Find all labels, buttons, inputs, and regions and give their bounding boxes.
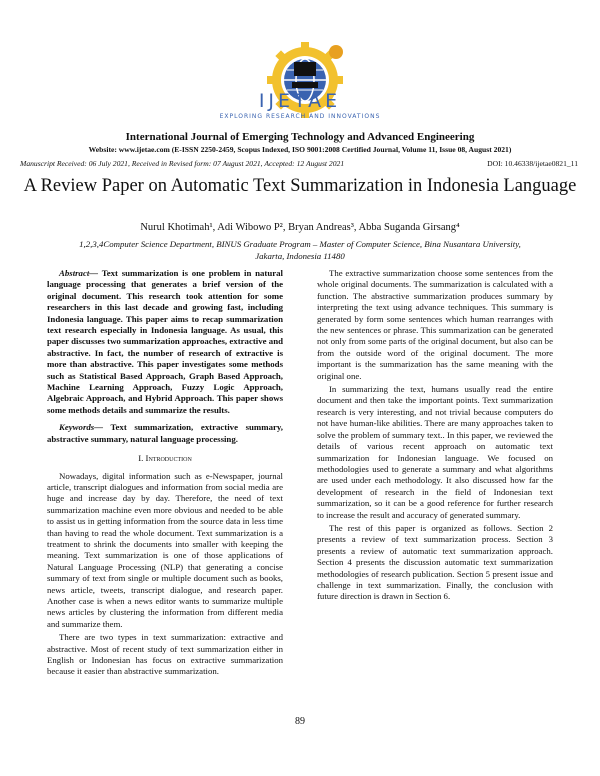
keywords [47, 422, 283, 445]
intro-paragraph-5: The rest of this paper is organized as follows. Section 2 presents a review of text summarization process. Section 3 presents a review of automatic text summarization approach. Section 4 presents the discussion automatic text summarization methodologies of research publication. Section 5 present issue and challenge in text summarization. Finally, the conclusion with future direction is drawn in Section 6. [317, 522, 553, 602]
left-column [47, 268, 283, 680]
affiliation [60, 238, 540, 262]
affiliation-line-1: 1,2,3,4Computer Science Department, BINUS Graduate Program – Master of Computer Science, Bina Nusantara University, [79, 239, 521, 249]
paper-title: A Review Paper on Automatic Text Summarization in Indonesia Language [23, 176, 577, 196]
logo-wordmark: IJETAE [258, 90, 342, 112]
intro-paragraph-1: Nowadays, digital information such as e-Newspaper, journal article, transcript dialogues and information from social media are huge and increase day by day. Therefore, the need of text summarization machine even more obvious and needed to be able to assist us in getting information from the source data in less time than having to read the whole document. Text summarization is a treatment to shrink the documents into smaller with keeping the meaning. Text summarization is one of those applications of Natural Language Processing (NLP) that generating a concise summary of text from single or multiple document such as books, news article, tweets, transcript dialogue, and research paper. Another case is when a news editor wants to summarize multiple news articles by clustering the information from different media and summarize them. [47, 470, 283, 629]
journal-website: Website: www.ijetae.com (E-ISSN 2250-2459, Scopus Indexed, ISO 9001:2008 Certified Journal, Volume 11, Issue 08, August 2021) [88, 145, 512, 154]
keywords-label: Keywords— [59, 422, 103, 433]
abstract-label: Abstract— [59, 268, 99, 278]
manuscript-dates: Manuscript Received: 06 July 2021, Received in Revised form: 07 August 2021, Accepted: 12 August 2021 [20, 159, 345, 168]
logo-tagline: EXPLORING RESEARCH AND INNOVATIONS [219, 113, 381, 120]
intro-paragraph-4: In summarizing the text, humans usually read the entire document and then take the important points. Text summarization research is very interesting, and not trivial because computers do not have human-like abilities. There are many approaches taken to solve the problem of summary text.. In this paper, we reviewed the details of various recent approach on automatic text summarization for Indonesian language. We focused on methodologies used to generate a summary and what algorithms are used under each methodology. It also discussed how far the development of research in the field of Indonesian text summarization, so it can be a good reference for further research to increase the result and accuracy of generated summary. [317, 384, 553, 520]
intro-paragraph-3: The extractive summarization choose some sentences from the whole original documents. The summarization is calculated with a function. The abstractive summarization produces summary by interpreting the text using advance techniques. This summary is generated by form some sentences which human rearranges with the new sentences or phrase. This summarization can be generated not only from some parts of the original document, but also can be from the outside word of the original document. The more important is the summarization has the same meaning with the original one. [317, 268, 553, 381]
page-number: 89 [295, 716, 305, 727]
intro-paragraph-2: There are two types in text summarization: extractive and abstractive. Most of recent study of text summarization either in English or Indonesian has focus on extractive summarization because it easier than abstractive summarization. [47, 632, 283, 677]
affiliation-line-2: Jakarta, Indonesia 11480 [255, 251, 345, 261]
keywords-text: Text summarization, extractive summary, abstractive summary, natural language processing. [47, 422, 283, 444]
section-number: I. [138, 453, 144, 464]
abstract-text: Text summarization is one problem in natural language processing that generates a brief version of the original document. This research took attention for some researchers in this last decade and growing fast, including Indonesia language. This paper aims to recap summarization text research especially in Indonesia language. As usual, this paper discusses two summarization approaches, extractive and abstractive. In fact, the number of research of extractive is more than abstractive. This paper investigates some methods such as Statistical Based Approach, Graph Based Approach, Machine Learning Approach, Fuzzy Logic Approach, Algebraic Approach, and Hybrid Approach. This paper shows some methods details and summarize the results. [47, 268, 283, 415]
right-column [317, 268, 553, 605]
sun-icon [329, 45, 343, 59]
section-title: Introduction [145, 453, 192, 464]
journal-name: International Journal of Emerging Technology and Advanced Engineering [125, 131, 475, 143]
section-heading-introduction [47, 453, 283, 464]
doi: DOI: 10.46338/ijetae0821_11 [487, 159, 578, 168]
abstract [47, 268, 283, 416]
author-list: Nurul Khotimah¹, Adi Wibowo P², Bryan Andreas³, Abba Suganda Girsang⁴ [140, 222, 460, 233]
